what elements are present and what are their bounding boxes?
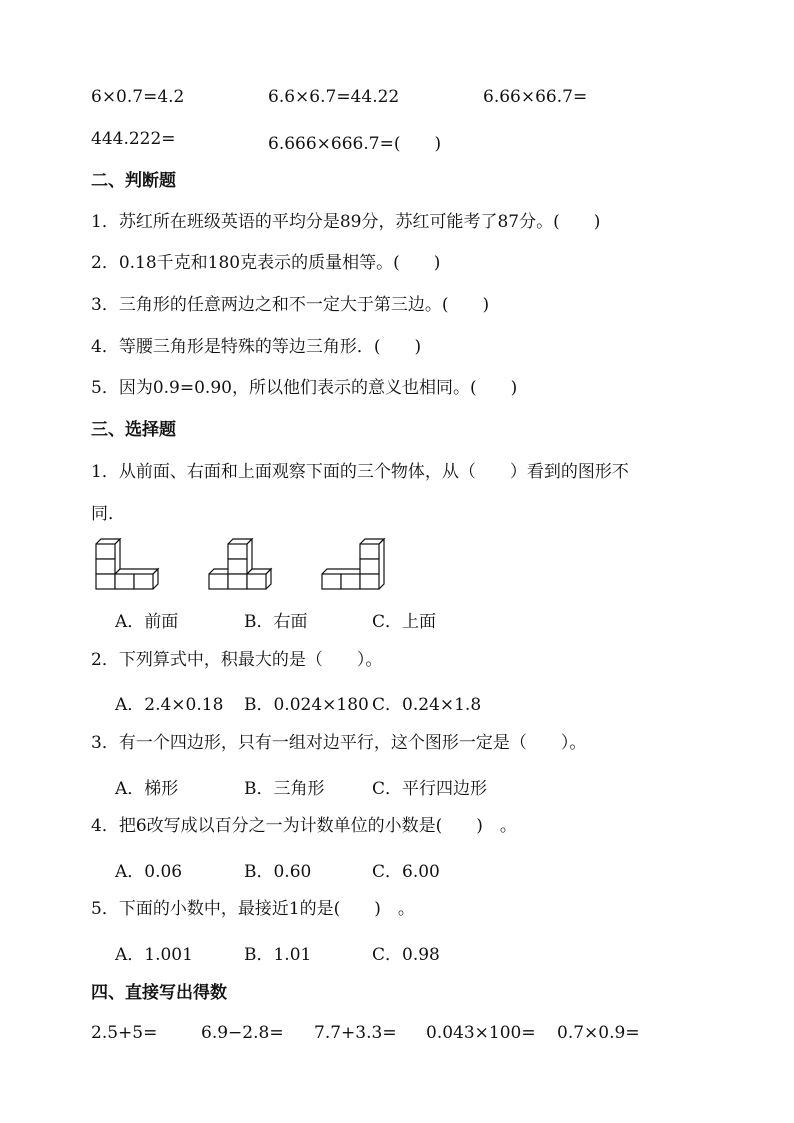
choice-q5-option-a: A．1.001 xyxy=(115,945,193,965)
top-row2-item-1: 444.222= xyxy=(91,129,176,149)
section2-title: 二、判断题 xyxy=(91,171,176,191)
cube-figure-2 xyxy=(208,538,274,590)
top-row2-item-2: 6.666×666.7=( ) xyxy=(268,134,442,154)
calc-item-2: 6.9−2.8= xyxy=(201,1023,284,1043)
choice-q3-option-b: B．三角形 xyxy=(244,779,325,799)
section4-title: 四、直接写出得数 xyxy=(91,983,227,1003)
choice-q5-option-c: C．0.98 xyxy=(372,945,440,965)
section3-title: 三、选择题 xyxy=(91,420,176,440)
choice-q1-option-c: C．上面 xyxy=(372,612,437,632)
choice-q2-stem: 2．下列算式中，积最大的是（ ）。 xyxy=(91,650,383,670)
judge-item-3: 3．三角形的任意两边之和不一定大于第三边。( ) xyxy=(91,295,490,315)
choice-q1-stem-line2: 同． xyxy=(91,504,125,524)
choice-q2-option-b: B．0.024×180 xyxy=(244,695,369,715)
choice-q4-stem: 4．把6改写成以百分之一为计数单位的小数是( ) 。 xyxy=(91,816,517,836)
choice-q3-stem: 3．有一个四边形，只有一组对边平行，这个图形一定是（ ）。 xyxy=(91,733,587,753)
choice-q5-option-b: B．1.01 xyxy=(244,945,312,965)
judge-item-2: 2．0.18千克和180克表示的质量相等。( ) xyxy=(91,253,441,273)
choice-q1-option-b: B．右面 xyxy=(244,612,308,632)
calc-item-4: 0.043×100= xyxy=(426,1023,536,1043)
choice-q4-option-b: B．0.60 xyxy=(244,862,312,882)
judge-item-1: 1．苏红所在班级英语的平均分是89分，苏红可能考了87分。( ) xyxy=(91,212,601,232)
judge-item-4: 4．等腰三角形是特殊的等边三角形．( ) xyxy=(91,337,422,357)
judge-item-5: 5．因为0.9=0.90，所以他们表示的意义也相同。( ) xyxy=(91,378,518,398)
calc-item-5: 0.7×0.9= xyxy=(557,1023,640,1043)
choice-q4-option-a: A．0.06 xyxy=(115,862,183,882)
calc-item-3: 7.7+3.3= xyxy=(314,1023,397,1043)
choice-q1-option-a: A．前面 xyxy=(115,612,179,632)
choice-q3-option-a: A．梯形 xyxy=(115,779,179,799)
choice-q2-option-a: A．2.4×0.18 xyxy=(115,695,224,715)
choice-q4-option-c: C．6.00 xyxy=(372,862,440,882)
top-row1-item-2: 6.6×6.7=44.22 xyxy=(268,87,400,107)
choice-q5-stem: 5．下面的小数中，最接近1的是( ) 。 xyxy=(91,899,415,919)
top-row1-item-1: 6×0.7=4.2 xyxy=(91,87,185,107)
calc-item-1: 2.5+5= xyxy=(91,1023,158,1043)
top-row1-item-3: 6.66×66.7= xyxy=(483,87,588,107)
choice-q1-stem-line1: 1．从前面、右面和上面观察下面的三个物体，从（ ）看到的图形不 xyxy=(91,462,629,482)
cube-figure-1 xyxy=(95,538,161,590)
choice-q2-option-c: C．0.24×1.8 xyxy=(372,695,482,715)
choice-q3-option-c: C．平行四边形 xyxy=(372,779,488,799)
cube-figure-3 xyxy=(321,538,387,590)
